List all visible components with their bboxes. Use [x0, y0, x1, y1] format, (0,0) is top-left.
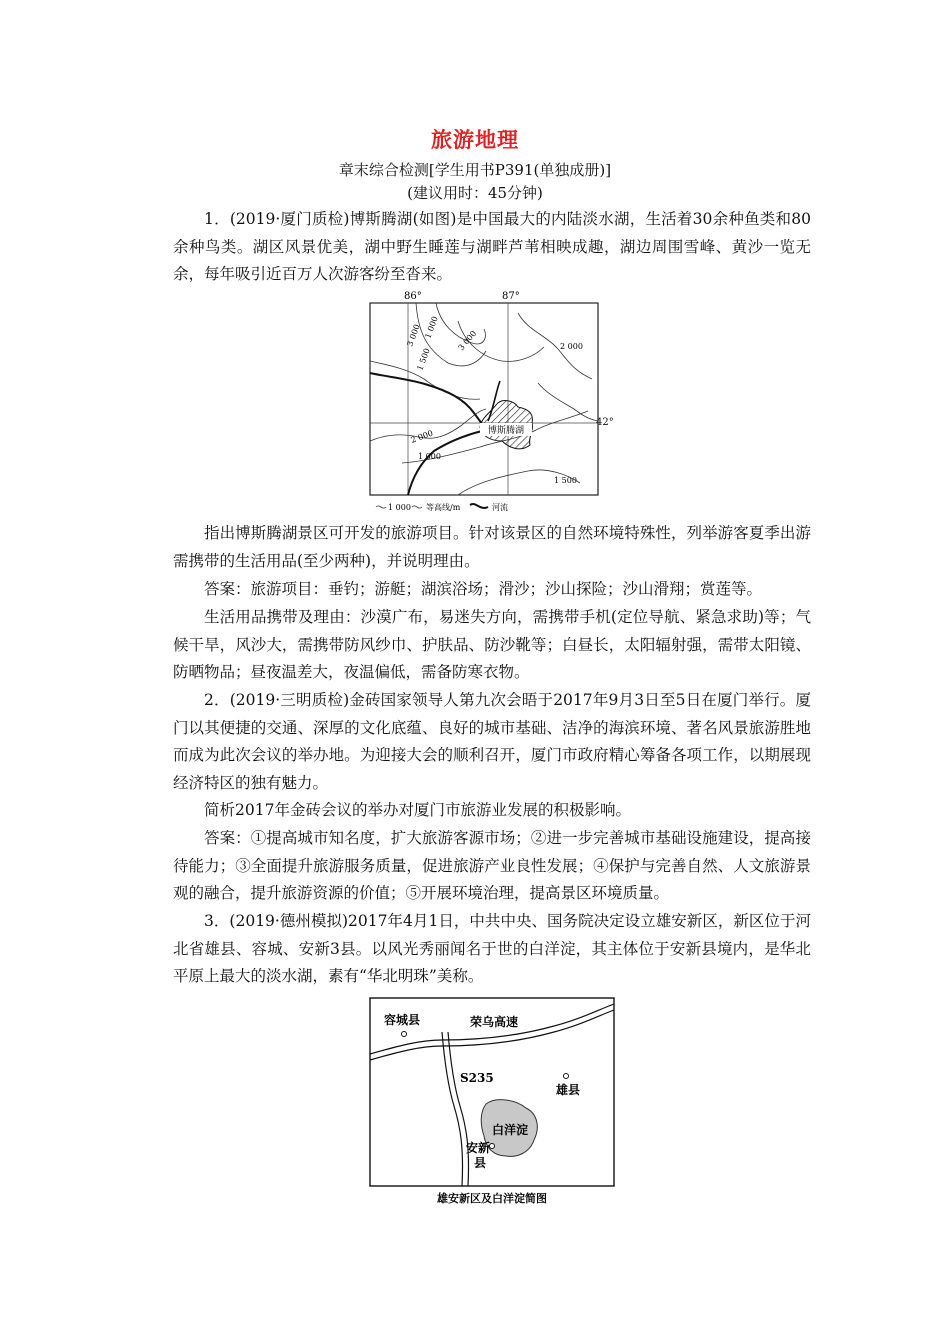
- contour-label: 2 000: [409, 428, 435, 445]
- contour-label: 2 000: [560, 342, 583, 351]
- river: [370, 373, 488, 431]
- road-label: S235: [460, 1071, 494, 1085]
- legend-contour: 等高线/m: [426, 503, 461, 512]
- highway-label: 荣乌高速: [470, 1015, 519, 1029]
- xiongxian-dot: [564, 1074, 569, 1079]
- lon-87-label: 87°: [502, 291, 520, 302]
- contour-label: 3 000: [456, 328, 479, 353]
- anxin-label-1: 安新: [466, 1141, 491, 1155]
- contour-line: [538, 383, 598, 421]
- lon-86-label: 86°: [404, 291, 422, 302]
- q2-stem: 2．(2019·三明质检)金砖国家领导人第九次会晤于2017年9月3日至5日在厦门举行。厦门以其便捷的交通、深厚的文化底蕴、良好的城市基础、洁净的海滨环境、著名风景旅游胜地而成为此次会议的举办地。为迎接大会的顺利召开，厦门市政府精心筹备各项工作，以期展现经济特区的独有魅力。: [173, 691, 811, 792]
- contour-label: 1 000: [418, 452, 441, 461]
- rongcheng-dot: [402, 1032, 407, 1037]
- lake-label: 博斯腾湖: [487, 426, 525, 436]
- contour-line: [436, 303, 486, 344]
- contour-label: 1 500: [415, 347, 432, 372]
- contour-legend-icon: [412, 506, 422, 508]
- anxin-dot: [490, 1144, 495, 1149]
- q1-stem: 1．(2019·厦门质检)博斯腾湖(如图)是中国最大的内陆淡水湖，生活着30余种鱼类和80余种鸟类。湖区风景优美，湖中野生睡莲与湖畔芦苇相映成趣，湖边周围雪峰、黄沙一览无余，每年吸引近百万人次游客纷至沓来。: [173, 210, 811, 283]
- legend-contour-sample: 1 000: [388, 503, 411, 512]
- rongwu-highway: [370, 1004, 614, 1054]
- contour-legend-icon: [376, 506, 386, 508]
- contour-label: 1 000: [423, 315, 440, 340]
- q2-question: 简析2017年金砖会议的举办对厦门市旅游业发展的积极影响。: [204, 801, 631, 819]
- time-note: (建议用时：45分钟): [407, 184, 543, 202]
- anxin-label-2: 县: [474, 1156, 487, 1170]
- rongcheng-label: 容城县: [384, 1013, 421, 1027]
- contour-label: 3 000: [405, 323, 422, 348]
- q1-question: 指出博斯腾湖景区可开发的旅游项目。针对该景区的自然环境特殊性，列举游客夏季出游需携带的生活用品(至少两种)，并说明理由。: [173, 524, 811, 570]
- xiongxian-label: 雄县: [556, 1083, 581, 1097]
- subtitle: 章末综合检测[学生用书P391(单独成册)]: [338, 161, 612, 179]
- map-frame: [370, 303, 598, 495]
- s235-road: [448, 1032, 469, 1186]
- xiongan-map: [368, 996, 616, 1208]
- s235-road: [442, 1032, 463, 1186]
- q3-stem: 3．(2019·德州模拟)2017年4月1日，中共中央、国务院决定设立雄安新区，新区位于河北省雄县、容城、安新3县。以风光秀丽闻名于世的白洋淀，其主体位于安新县境内，是华北平原上最大的淡水湖，素有“华北明珠”美称。: [173, 912, 811, 985]
- contour-label: 1 500: [554, 476, 577, 485]
- river-legend-icon: [470, 504, 488, 508]
- page-title: 旅游地理: [431, 128, 519, 152]
- bosten-lake-map: [368, 291, 614, 513]
- map-caption: 雄安新区及白洋淀简图: [437, 1192, 547, 1205]
- lat-42-label: 42°: [596, 417, 614, 428]
- lake-label: 白洋淀: [491, 1123, 529, 1137]
- q1-answer-2: 生活用品携带及理由：沙漠广布，易迷失方向，需携带手机(定位导航、紧急求助)等；气候干旱，风沙大，需携带防风纱巾、护肤品、防沙靴等；白昼长，太阳辐射强，需带太阳镜、防晒物品；昼夜温差大，夜温偏低，需备防寒衣物。: [173, 608, 811, 681]
- legend-river: 河流: [492, 503, 508, 512]
- q1-answer-1: 答案：旅游项目：垂钓；游艇；湖滨浴场；滑沙；沙山探险；沙山滑翔；赏莲等。: [204, 580, 763, 598]
- q2-answer: 答案：①提高城市知名度，扩大旅游客源市场；②进一步完善城市基础设施建设，提高接待能力；③全面提升旅游服务质量，促进旅游产业良性发展；④保护与完善自然、人文旅游景观的融合，提升旅游资源的价值；⑤开展环境治理，提高景区环境质量。: [173, 829, 811, 902]
